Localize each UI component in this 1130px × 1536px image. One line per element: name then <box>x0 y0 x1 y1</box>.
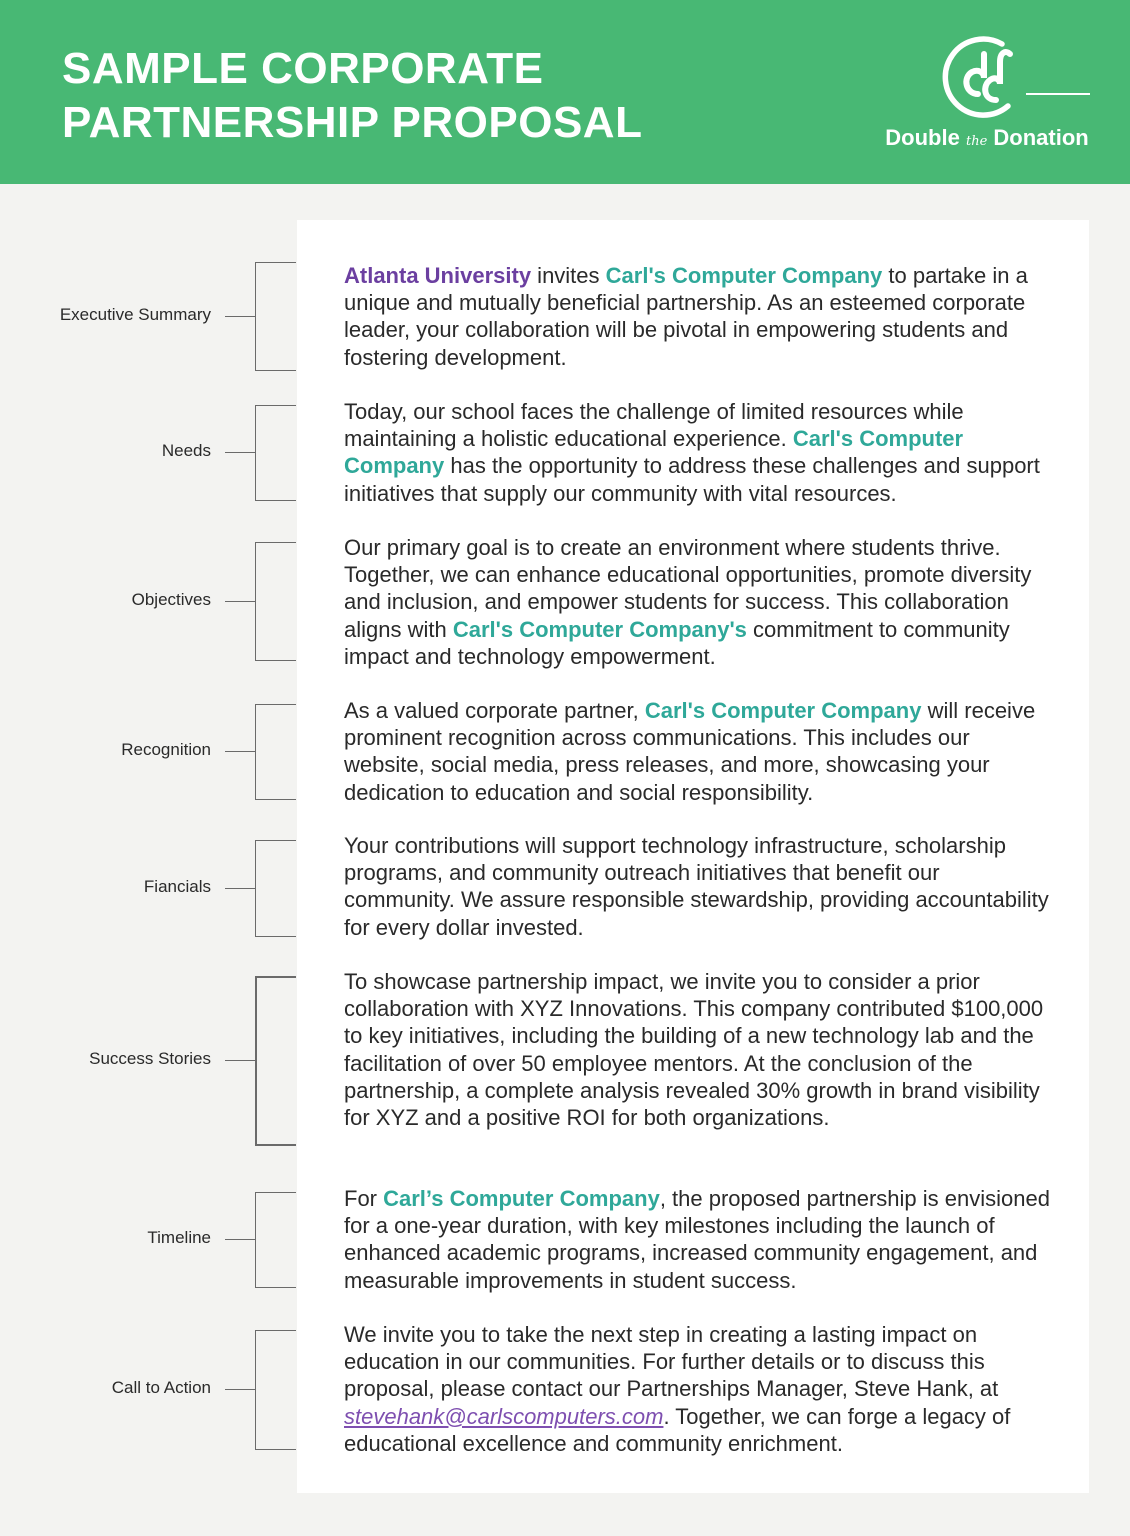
company-name: Carl's Computer Company <box>644 698 922 723</box>
section-label-success-stories: Success Stories <box>89 1049 211 1068</box>
bracket-recognition <box>255 704 296 800</box>
section-label-executive-summary: Executive Summary <box>59 304 211 324</box>
double-the-donation-logo <box>876 34 1096 156</box>
text-segment: Your contributions will support technology infrastructure, scholarship programs, and community outreach initiatives that benefit our community. We assure responsible stewardship, providing accountability for every dollar invested. <box>344 833 1049 940</box>
section-text-timeline <box>344 1185 1054 1294</box>
page-title <box>62 42 642 150</box>
bracket-connector-success-stories <box>225 1060 255 1061</box>
section-text-call-to-action <box>344 1321 1054 1457</box>
company-name: Carl's Computer Company <box>605 263 883 288</box>
company-name: Carl's Computer Company's <box>452 616 747 642</box>
text-segment: . Together, we can forge a legacy of educational excellence and community enrichment. <box>344 1403 1011 1456</box>
text-segment: Today, our school faces the challenge of limited resources while maintaining a holistic educational experience. <box>344 399 964 452</box>
bracket-connector-timeline <box>225 1239 255 1240</box>
section-text-objectives <box>344 534 1054 670</box>
section-text-needs <box>344 398 1054 507</box>
bracket-needs <box>255 405 296 501</box>
header-banner <box>0 0 1130 184</box>
text-segment: commitment to community impact and technology empowerment. <box>344 616 1010 669</box>
section-text-fiancials <box>344 832 1054 941</box>
bracket-connector-fiancials <box>225 888 255 889</box>
bracket-timeline <box>255 1192 296 1288</box>
logo-divider <box>1026 93 1090 95</box>
title-line-1: SAMPLE CORPORATE <box>62 44 544 93</box>
text-segment: To showcase partnership impact, we invite you to consider a prior collaboration with XYZ Innovations. This company contributed $100,000 to key initiatives, including the building of a new technology lab and the facilitation of over 50 employee mentors. At the conclusion of the partnership, a complete analysis revealed 30% growth in brand visibility for XYZ and a positive ROI for both organizations. <box>344 969 1044 1131</box>
bracket-connector-needs <box>225 452 255 453</box>
bracket-call-to-action <box>255 1330 296 1450</box>
text-segment: We invite you to take the next step in creating a lasting impact on education in our communities. For further details or to discuss this proposal, please contact our Partnerships Manager, Steve Hank, at <box>344 1322 999 1402</box>
logo-word-double: Double <box>885 125 960 150</box>
text-segment: For <box>344 1186 384 1211</box>
section-label-fiancials: Fiancials <box>143 876 211 896</box>
bracket-connector-executive-summary <box>225 316 255 317</box>
logo-word-donation: Donation <box>993 125 1089 150</box>
bracket-connector-objectives <box>225 601 255 602</box>
bracket-executive-summary <box>255 262 296 371</box>
bracket-connector-recognition <box>225 751 255 752</box>
double-the-donation-logo-icon <box>942 34 1026 120</box>
company-name: Carl’s Computer Company <box>383 1186 660 1211</box>
section-label-call-to-action: Call to Action <box>111 1378 211 1397</box>
logo-word-the: the <box>965 134 988 149</box>
text-segment: , the proposed partnership is envisioned for a one-year duration, with key milestones including the launch of enhanced academic programs, increased community engagement, and measurable improvements in student success. <box>344 1186 1050 1293</box>
section-text-success-stories <box>344 968 1054 1131</box>
bracket-objectives <box>255 542 296 661</box>
university-name: Atlanta University <box>344 263 532 288</box>
logo-wordmark <box>880 125 1094 151</box>
section-label-timeline: Timeline <box>147 1228 211 1247</box>
text-segment: will receive prominent recognition across communications. This includes our website, social media, press releases, and more, showcasing your dedication to education and social responsibility. <box>344 698 1036 805</box>
section-label-objectives: Objectives <box>131 589 211 609</box>
text-segment: Our primary goal is to create an environment where students thrive. Together, we can enhance educational opportunities, promote diversity and inclusion, and empower students for success. This collaboration aligns with <box>344 535 1032 642</box>
text-segment: As a valued corporate partner, <box>344 698 645 723</box>
company-name: Carl's Computer Company <box>344 426 964 479</box>
text-segment: invites <box>531 263 606 288</box>
email-link[interactable]: stevehank@carlscomputers.com <box>344 1403 664 1429</box>
section-text-recognition <box>344 697 1054 806</box>
section-label-recognition: Recognition <box>121 740 211 759</box>
bracket-success-stories <box>255 976 296 1146</box>
text-segment: to partake in a unique and mutually beneficial partnership. As an esteemed corporate leader, your collaboration will be pivotal in empowering students and fostering development. <box>344 263 1028 370</box>
text-segment: has the opportunity to address these challenges and support initiatives that supply our community with vital resources. <box>344 453 1040 506</box>
section-text-executive-summary <box>344 262 1054 371</box>
section-label-needs: Needs <box>161 441 211 460</box>
title-line-2: PARTNERSHIP PROPOSAL <box>62 98 643 147</box>
bracket-connector-call-to-action <box>225 1389 255 1390</box>
bracket-fiancials <box>255 840 296 937</box>
